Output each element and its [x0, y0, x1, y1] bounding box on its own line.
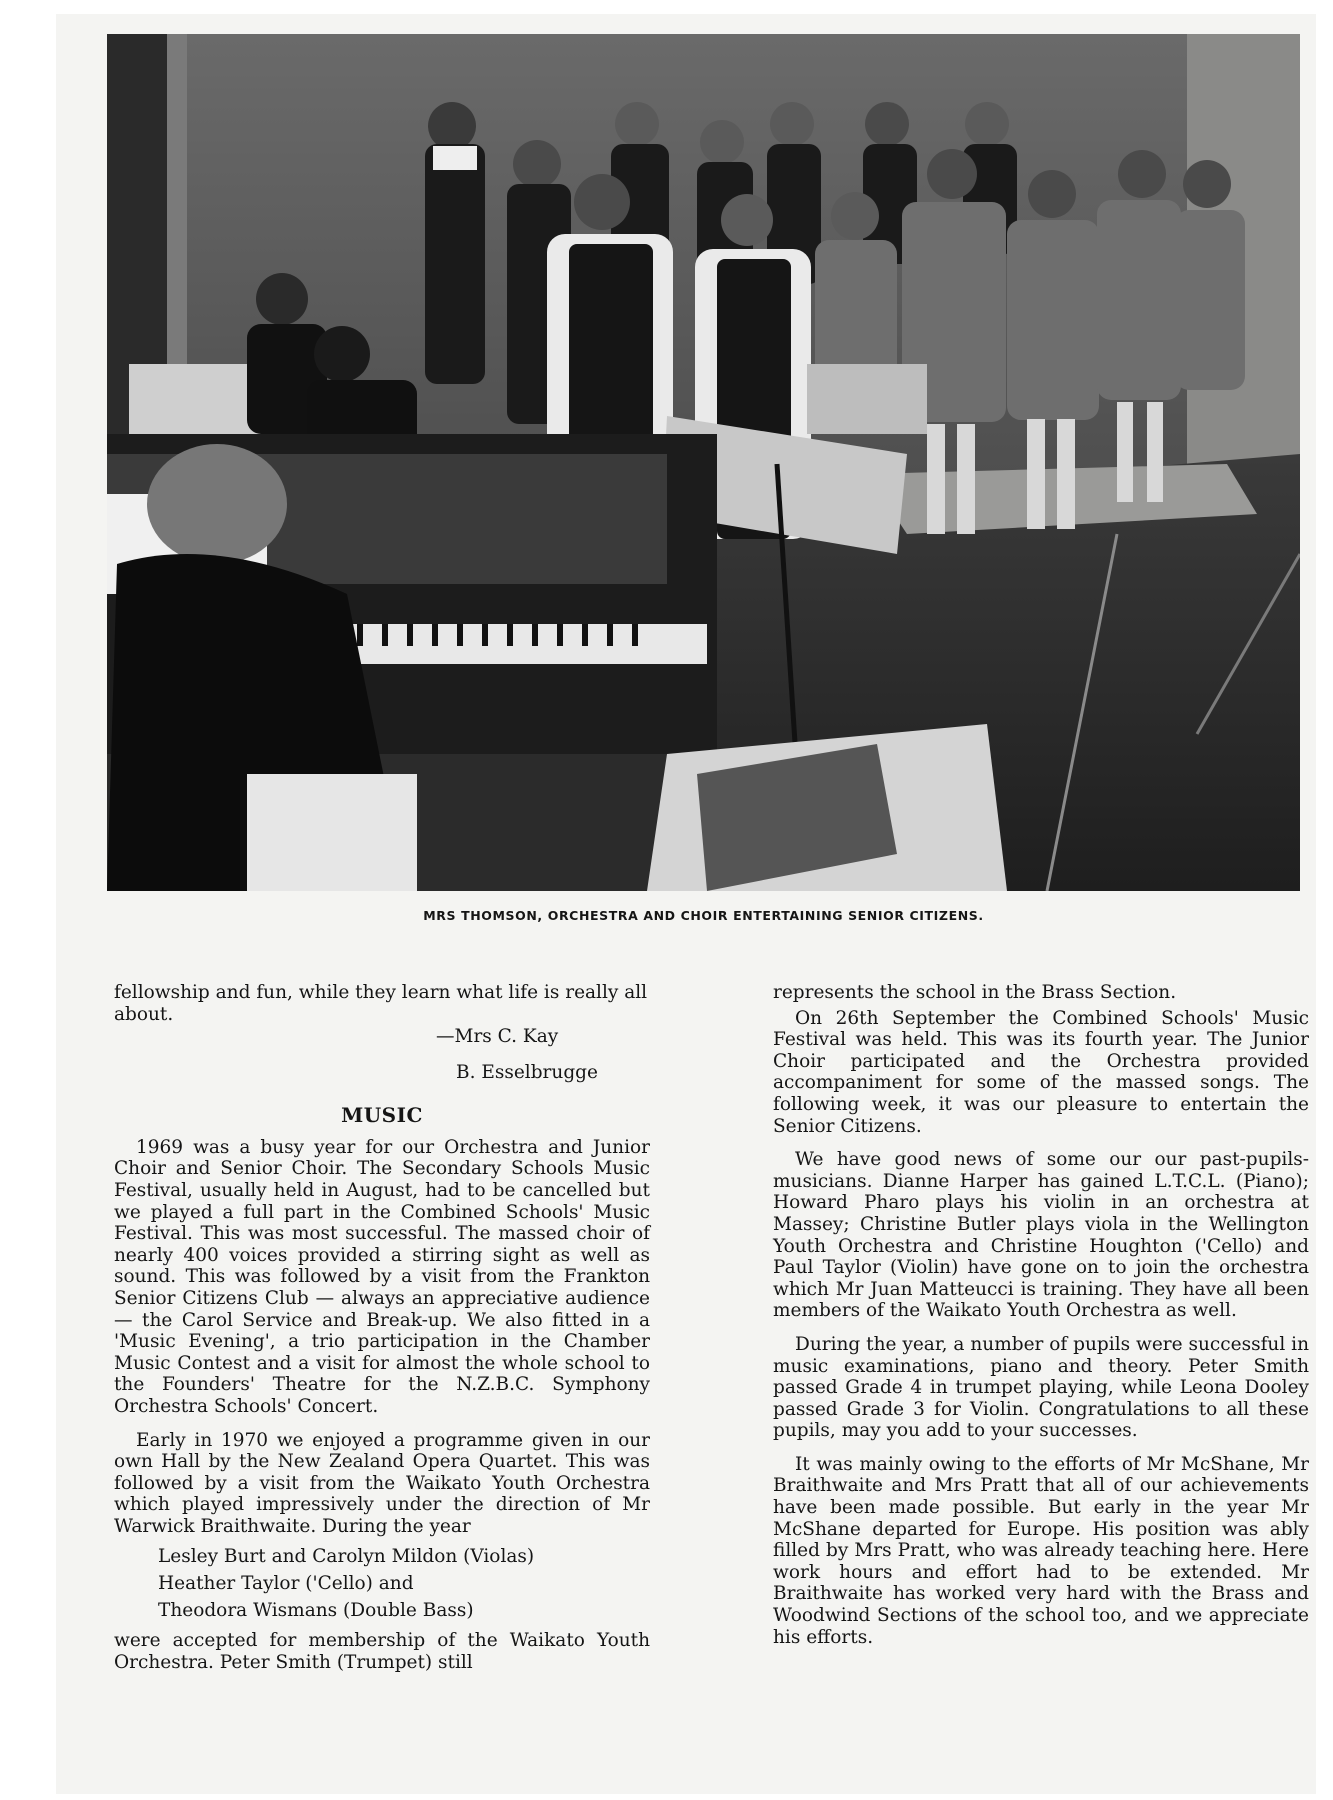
music-paragraph-3: were accepted for membership of the Waikato Youth Orchestra. Peter Smith (Trumpet) still — [114, 1630, 650, 1674]
music-paragraph-1: 1969 was a busy year for our Orchestra and Junior Choir and Senior Choir. The Secondary Schools Music Festival, usually held in August, had to be cancelled but we played a full part in the Combined Schools' Music Festival. This was most successful. The massed choir of nearly 400 voices provided a stirring sight as well as sound. This was followed by a visit from the Frankton Senior Citizens Club — always an appreciative audience — the Carol Service and Break-up. We also fitted in a 'Music Evening', a trio participation in the Chamber Music Contest and a visit for almost the whole school to the Founders' Theatre for the N.Z.B.C. Symphony Orchestra Schools' Concert. — [114, 1136, 650, 1417]
signature-kay: —Mrs C. Kay — [436, 1026, 559, 1048]
member-entry: Lesley Burt and Carolyn Mildon (Violas) — [158, 1546, 535, 1568]
opening-text: fellowship and fun, while they learn what life is really all about. — [114, 982, 648, 1025]
photo-caption: MRS THOMSON, ORCHESTRA AND CHOIR ENTERTAINING SENIOR CITIZENS. — [423, 908, 984, 923]
music-paragraph-2: Early in 1970 we enjoyed a programme given in our own Hall by the New Zealand Opera Quartet. This was followed by a visit from the Waikato Youth Orchestra which played impressively under the direction of Mr Warwick Braithwaite. During the year — [114, 1429, 650, 1537]
right-paragraph-4: During the year, a number of pupils were successful in music examinations, piano and theory. Peter Smith passed Grade 4 in trumpet playing, while Leona Dooley passed Grade 3 for Violin. Congratulations to all these pupils, may you add to your successes. — [773, 1333, 1309, 1442]
right-column — [773, 982, 1309, 1660]
choir-orchestra-photo — [107, 34, 1300, 891]
section-heading-music: MUSIC — [341, 1103, 423, 1128]
right-paragraph-3: We have good news of some our our past-pupils-musicians. Dianne Harper has gained L.T.C.L. (Piano); Howard Pharo plays his violin in an orchestra at Massey; Christine Butler plays viola in the Wellington Youth Orchestra and Christine Houghton ('Cello) and Paul Taylor (Violin) have gone on to join the orchestra which Mr Juan Matteucci is training. They have all been members of the Waikato Youth Orchestra as well. — [773, 1149, 1309, 1322]
member-entry: Heather Taylor ('Cello) and — [158, 1573, 414, 1595]
right-paragraph-1: represents the school in the Brass Section. — [773, 982, 1177, 1003]
right-paragraph-5: It was mainly owing to the efforts of Mr McShane, Mr Braithwaite and Mrs Pratt that all of our achievements have been made possible. But early in the year Mr McShane departed for Europe. His position was ably filled by Mrs Pratt, who was already teaching here. Here work hours and effort had to be extended. Mr Braithwaite has worked very hard with the Brass and Woodwind Sections of the school too, and we appreciate his efforts. — [773, 1453, 1309, 1648]
right-paragraph-2: On 26th September the Combined Schools' Music Festival was held. This was its fourth year. The Junior Choir participated and the Orchestra provided accompaniment for some of the massed songs. The following week, it was our pleasure to entertain the Senior Citizens. — [773, 1007, 1309, 1137]
left-column — [114, 982, 650, 1686]
signature-esselbrugge: B. Esselbrugge — [456, 1062, 598, 1084]
orchestra-members-list — [158, 1543, 650, 1624]
member-entry: Theodora Wismans (Double Bass) — [158, 1600, 474, 1622]
